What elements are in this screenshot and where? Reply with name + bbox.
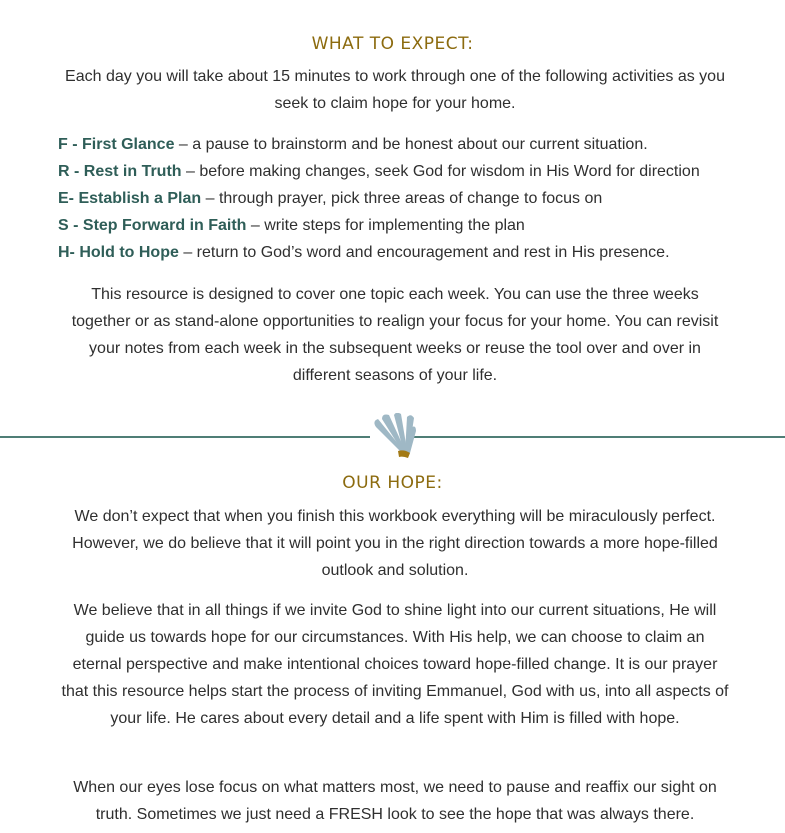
hope-paragraph-3: When our eyes lose focus on what matters most, we need to pause and reaffix our sight on truth. Sometimes we just need a FRESH look to see the hope that was always there. — [73, 779, 717, 823]
term-rest-in-truth: R - Rest in Truth — [58, 163, 182, 180]
desc-first-glance: – a pause to brainstorm and be honest about our current situation. — [174, 136, 648, 153]
section-divider — [0, 413, 785, 459]
divider-graphic — [0, 413, 785, 459]
hope-paragraph-1: We don’t expect that when you finish this workbook everything will be miraculously perfect. However, we do believe that it will point you in the right direction towards a more hope-filled outlook and solution. — [72, 508, 718, 579]
list-item-establish-a-plan — [58, 185, 778, 212]
term-hold-to-hope: H- Hold to Hope — [58, 244, 179, 261]
expect-intro-paragraph: Each day you will take about 15 minutes to work through one of the following activities as you seek to claim hope for your home. — [65, 68, 725, 112]
what-to-expect-heading: WHAT TO EXPECT: — [311, 34, 474, 54]
term-establish-a-plan: E- Establish a Plan — [58, 190, 202, 207]
activity-list — [58, 131, 778, 266]
list-item-hold-to-hope — [58, 239, 778, 266]
desc-step-forward: – write steps for implementing the plan — [246, 217, 525, 234]
desc-hold-to-hope: – return to God’s word and encouragement and rest in His presence. — [178, 244, 670, 261]
term-step-forward: S - Step Forward in Faith — [58, 217, 247, 234]
list-item-rest-in-truth — [58, 158, 778, 185]
hope-paragraph-2: We believe that in all things if we invite God to shine light into our current situations, He will guide us towards hope for our circumstances. With His help, we can choose to claim an eternal perspective and make intentional choices toward hope-filled change. It is our prayer that this resource helps start the process of inviting Emmanuel, God with us, into all aspects of your life. He cares about every detail and a life spent with Him is filled with hope. — [61, 602, 729, 727]
our-hope-heading: OUR HOPE: — [342, 473, 443, 493]
list-item-step-forward — [58, 212, 778, 239]
desc-rest-in-truth: – before making changes, seek God for wisdom in His Word for direction — [181, 163, 700, 180]
list-item-first-glance — [58, 131, 778, 158]
fan-icon — [374, 413, 416, 458]
desc-establish-a-plan: – through prayer, pick three areas of change to focus on — [201, 190, 603, 207]
term-first-glance: F - First Glance — [58, 136, 175, 153]
resource-paragraph: This resource is designed to cover one topic each week. You can use the three weeks together or as stand-alone opportunities to realign your focus for your home. You can revisit your notes from each week in the subsequent weeks or reuse the tool over and over in different seasons of your life. — [71, 286, 719, 384]
